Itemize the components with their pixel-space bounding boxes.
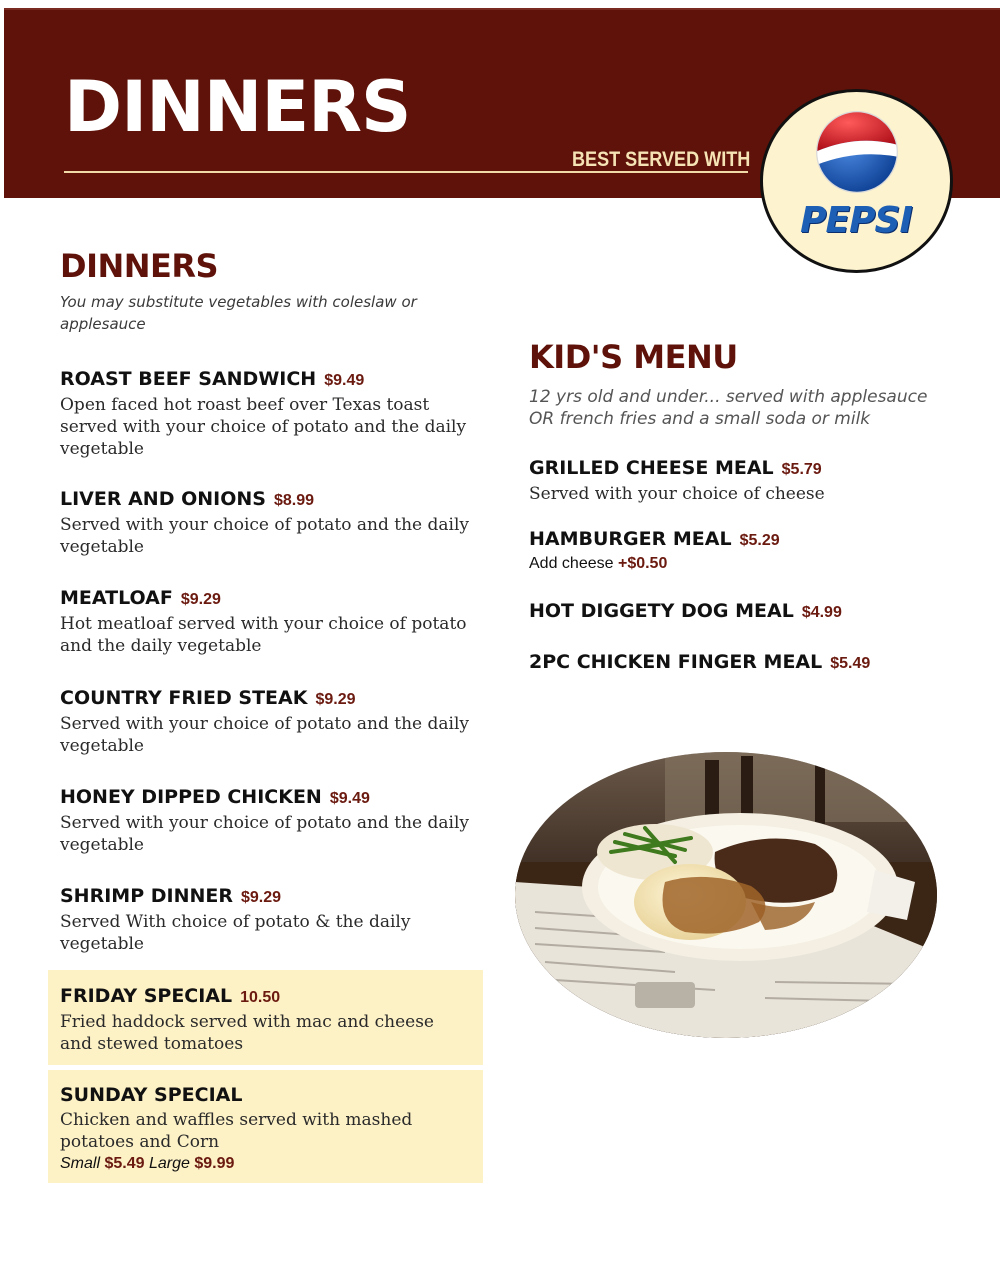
menu-item xyxy=(529,456,949,505)
banner-tagline: BEST SERVED WITH xyxy=(572,148,751,171)
menu-item xyxy=(60,367,470,460)
item-name: FRIDAY SPECIAL xyxy=(60,985,233,1007)
item-description: Chicken and waffles served with mashed potatoes and Corn xyxy=(60,1110,413,1152)
item-addon xyxy=(529,553,949,575)
item-price: $9.49 xyxy=(324,372,365,389)
size-large-price: $9.99 xyxy=(194,1155,235,1172)
addon-label: Add cheese xyxy=(529,555,614,572)
friday-special-box xyxy=(48,970,483,1065)
menu-item xyxy=(60,785,470,856)
item-price: $9.29 xyxy=(241,889,282,906)
kids-menu-heading: KID'S MENU xyxy=(529,338,738,376)
item-name: SUNDAY SPECIAL xyxy=(60,1084,243,1106)
item-description: Open faced hot roast beef over Texas toast served with your choice of potato and the daily vegetable xyxy=(60,395,467,459)
item-name: ROAST BEEF SANDWICH xyxy=(60,368,317,390)
item-description: Served with your choice of potato and the daily vegetable xyxy=(60,714,469,756)
size-small-price: $5.49 xyxy=(104,1155,145,1172)
menu-item xyxy=(60,586,470,657)
menu-item xyxy=(60,686,470,757)
item-description: Fried haddock served with mac and cheese and stewed tomatoes xyxy=(60,1012,434,1054)
item-price: $5.29 xyxy=(739,532,780,549)
size-small-label: Small xyxy=(60,1155,101,1172)
item-price: $5.79 xyxy=(781,461,822,478)
pepsi-logo xyxy=(760,89,953,273)
menu-item xyxy=(60,487,470,558)
item-name: COUNTRY FRIED STEAK xyxy=(60,687,308,709)
pepsi-wordmark: PEPSI xyxy=(800,200,912,241)
item-name: 2PC CHICKEN FINGER MEAL xyxy=(529,651,823,673)
menu-item xyxy=(529,599,949,625)
item-name: HOT DIGGETY DOG MEAL xyxy=(529,600,794,622)
addon-price: +$0.50 xyxy=(617,555,668,572)
item-price: $8.99 xyxy=(273,492,315,509)
item-name: HONEY DIPPED CHICKEN xyxy=(60,786,322,808)
kids-menu-note: 12 yrs old and under... served with applesauce OR french fries and a small soda or milk xyxy=(529,387,928,429)
menu-item xyxy=(60,1083,470,1175)
item-name: SHRIMP DINNER xyxy=(60,885,233,907)
size-large-label: Large xyxy=(148,1155,190,1172)
item-description: Served With choice of potato & the daily vegetable xyxy=(60,912,411,954)
item-price: $5.49 xyxy=(830,655,871,672)
item-name: GRILLED CHEESE MEAL xyxy=(529,457,774,479)
item-price: $9.29 xyxy=(315,691,356,708)
item-name: MEATLOAF xyxy=(60,587,173,609)
item-description: Served with your choice of cheese xyxy=(529,484,825,504)
menu-item xyxy=(529,527,949,575)
dinners-heading: DINNERS xyxy=(60,247,219,285)
item-price: $9.49 xyxy=(329,790,370,807)
menu-item xyxy=(60,884,470,955)
dinners-note: You may substitute vegetables with coleslaw or applesauce xyxy=(60,293,417,333)
item-description: Served with your choice of potato and the daily vegetable xyxy=(60,515,469,557)
item-price: $9.29 xyxy=(180,591,221,608)
item-name: HAMBURGER MEAL xyxy=(529,528,732,550)
sunday-special-box xyxy=(48,1070,483,1183)
menu-item xyxy=(60,984,470,1055)
size-prices xyxy=(60,1153,470,1175)
banner-title: DINNERS xyxy=(64,66,411,148)
item-name: LIVER AND ONIONS xyxy=(60,488,266,510)
item-price: $4.99 xyxy=(801,604,842,621)
menu-item xyxy=(529,650,949,676)
item-description: Served with your choice of potato and the daily vegetable xyxy=(60,813,469,855)
pepsi-globe-icon xyxy=(815,110,899,194)
food-photo xyxy=(515,752,937,1038)
item-description: Hot meatloaf served with your choice of potato and the daily vegetable xyxy=(60,614,467,656)
item-price: 10.50 xyxy=(240,989,281,1006)
